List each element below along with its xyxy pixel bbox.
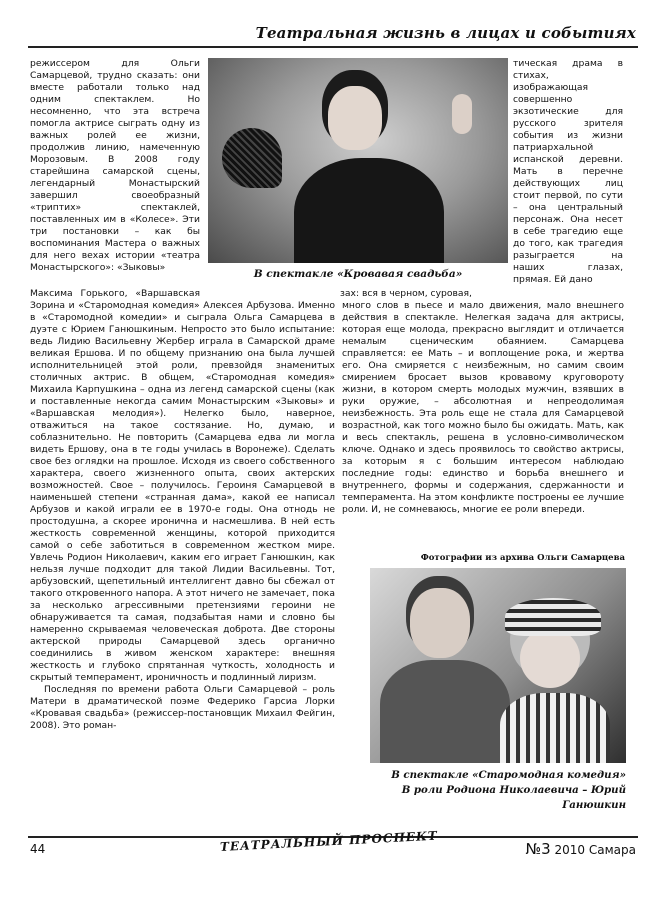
header-divider (28, 46, 638, 48)
article-paragraph: Зорина и «Старомодная комедия» Алексея Арбузова. Именно в «Старомодной комедии» и сыграла Ольга Самарцева в дуэте с Юрием Ганюшкиным. Непросто это было испытание: ведь Лидию Васильевну Жербер играла в Самарской драме великая Ершова. И по общему признанию она была лучшей исполнительницей этой роли, превзойдя знаменитых столичных актрис. В общем, «Старомодная комедия» Михаила Карпушкина – одна из легенд самарской сцены (как и поставленные некогда самим Монастырским «Зыковы» и «Варшавская мелодия»). Нелегко было, наверное, отважиться на такое состязание. Но, думаю, и соблазнительно. Не повторить (Самарцева едва ли могла видеть Ершову, она в те годы училась в Воронеже). Сделать свое без оглядки на прошлое. Исходя из своего собственного характера, своего жизненного опыта, своих актерских возможностей. Свое – получилось. Героиня Самарцевой в наименьшей степени «странная дама», какой ее написал Арбузов и какой играли ее в 1970-е годы. Она отнодь не простодушна, а скорее иронична и насмешлива. В ней есть жесткость современной женщины, которой приходится самой о себе заботиться в современном жестком мире. Увлечь Родион Николаевич, каким его играет Ганюшкин, как нельзя лучше подходит для такой Лидии Васильевны. Тот, арбузовский, щепетильный интеллигент давно бы сбежал от такого откровенного напора. А этот ничего не замечает, пока за несколько агрессивными претензиями героини не обнаруживается та самая, подзабытая нами и словно бы намеренно скрываемая человеческая доброта. Две стороны актерской природы Самарцевой здесь органично соединились в живом женском характере: внешняя жесткость и глубоко спрятанная чуткость, холодность и скрытый темперамент, ироничность и подлинный лиризм. (30, 300, 335, 683)
article-column-right-top (513, 58, 623, 310)
article-column-left-main (30, 300, 335, 845)
article-paragraph: Последняя по времени работа Ольги Самарцевой – роль Матери в драматической поэме Федерико Гарсиа Лорки «Кровавая свадьба» (режиссер-постановщик Михаил Фейгин, 2008). Это роман- (30, 684, 335, 731)
issue-year-city: 2010 Самара (554, 843, 636, 857)
photo-caption-1: В спектакле «Кровавая свадьба» (253, 268, 463, 280)
magazine-name: ТЕАТРАЛЬНЫЙ ПРОСПЕКТ (219, 828, 439, 854)
article-column-right-main (342, 300, 624, 570)
photo-credit: Фотографии из архива Ольги Самарцева (420, 553, 625, 563)
article-paragraph: тическая драма в стихах, изображающая совершенно экзотические для русского зрителя события из жизни патриархальной испанской деревни. Мать в перечне действующих лиц стоит первой, по сути – она центральный персонаж. Она несет в себе трагедию еще до того, как трагедия разыграется на наших глазах, прямая. Ей дано (513, 58, 623, 285)
fan-shape (222, 128, 282, 188)
photo-old-fashioned-comedy (370, 568, 626, 763)
article-lead-mid: зах: вся в черном, суровая, (340, 288, 472, 299)
photo-blood-wedding (208, 58, 508, 263)
photo-caption-2 (340, 768, 626, 813)
photo-caption-2-line1: В спектакле «Старомодная комедия» (391, 769, 626, 781)
striped-hat (505, 598, 601, 636)
article-lead-row (30, 288, 624, 300)
figure-head (328, 86, 382, 150)
figure-body (294, 158, 444, 263)
issue-number: №3 (525, 840, 551, 858)
article-column-left-top (30, 58, 200, 310)
issue-info (526, 840, 636, 858)
article-paragraph: много слов в пьесе и мало движения, мало внешнего действия в спектакле. Нелегкая задача для актрисы, которая еще молода, прекрасно выглядит и отличается немалым сценическим обаянием. Самарцева справляется: ее Мать – и воплощение рока, и жертва его. Она смиряется с неизбежным, но самим своим смирением бросает вызов кровавому круговороту жизни, в котором смерть молодых мужчин, взявших в руки оружие, – абсолютная и непреодолимая неизбежность. Эта роль еще не стала для Самарцевой возрастной, как того можно было бы ожидать. Мать, как и весь спектакль, решена в условно-символическом ключе. Однако и здесь проявилось то свойство актрисы, за которым я с большим интересом наблюдаю последние годы: единство и борьба внешнего и внутреннего, формы и содержания, сдержанности и темперамента. На этом конфликте построены ее лучшие роли. И, не сомневаюсь, многие ее роли впереди. (342, 300, 624, 515)
figure-head (520, 628, 580, 688)
section-title: Театральная жизнь в лицах и событиях (255, 24, 636, 42)
figure-body (380, 660, 510, 763)
page-number: 44 (30, 842, 46, 856)
photo-caption-2-line2: В роли Родиона Николаевича – Юрий Ганюшкин (401, 784, 626, 811)
article-paragraph: режиссером для Ольги Самарцевой, трудно сказать: они вместе работали только над одним спектаклем. Но несомненно, что эта встреча помогла актрисе сыграть одну из важных ролей ее жизни, продолжив линию, намеченную Морозовым. В 2008 году старейшина самарской сцены, легендарный Монастырский завершил своеобразный «триптих» спектаклей, поставленных им в «Колесе». Эти три постановки – как бы воспоминания Мастера о важных для него вехах истории «театра Монастырского»: «Зыковы» (30, 58, 200, 273)
figure-hand (452, 94, 472, 134)
article-lead-left: Максима Горького, «Варшавская (30, 288, 200, 299)
figure-body (500, 693, 610, 763)
figure-head (410, 588, 470, 658)
